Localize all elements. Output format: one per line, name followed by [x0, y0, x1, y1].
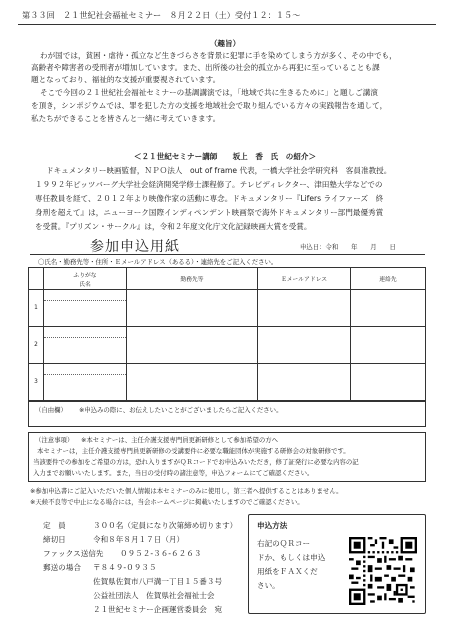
form-title: 参加申込用紙 — [90, 239, 180, 255]
registration-table — [28, 267, 426, 401]
email-cell[interactable] — [258, 327, 351, 364]
header-divider — [18, 24, 436, 25]
capacity-value: ３００名（定員になり次第締め切ります） — [93, 521, 238, 530]
purpose-p1-line2: 高齢者や障害者の受刑者が増加しています。また、出所後の社会的孤立から再犯に至っていることも課 — [31, 63, 380, 72]
lecturer-line1: ドキュメンタリー映画監督，ＮＰＯ法人 out of frame 代表，一橋大学社会学研究科 客員准教授。 — [46, 166, 392, 175]
lecturer-heading: ＜２１世紀セミナー講師 坂上 香 氏 の紹介＞ — [133, 152, 317, 161]
contact-header: 連絡先 — [351, 268, 426, 290]
name-label: 氏名 — [79, 281, 91, 288]
work-cell[interactable] — [127, 364, 258, 401]
purpose-p1-line1: わが国では，貧困・虐待・孤立など生きづらさを背景に犯罪に手を染めてしまう方が多く、その中でも， — [40, 51, 397, 60]
form-instruction: 〇氏名・勤務先等・住所・Ｅメールアドレス（あるる）・連絡先をご記入ください。 — [38, 258, 278, 266]
table-row — [29, 364, 426, 401]
contact-cell[interactable] — [351, 364, 426, 401]
name-cell[interactable] — [44, 327, 127, 364]
work-cell[interactable] — [127, 327, 258, 364]
purpose-p2-line2: を頂き，シンポジウムでは、罪を犯した方の支援を地域社会で取り組んでいる方々の実践報告を通して， — [31, 101, 388, 110]
seminar-header: 第３３回 ２１世紀社会福祉セミナー ８月２２日（土）受付１２：１５～ — [22, 10, 301, 20]
contact-cell[interactable] — [351, 327, 426, 364]
purpose-p2-line3: 私たちができることを皆さんと一緒に考えていきます。 — [31, 114, 221, 123]
work-header: 勤務先等 — [127, 268, 258, 290]
fax-label: ファックス送信先 — [43, 549, 104, 558]
table-row — [29, 327, 426, 364]
qr-code-icon[interactable] — [349, 537, 417, 605]
fax-value: ０９５２-３６-６２６３ — [120, 549, 202, 558]
table-row — [29, 290, 426, 327]
lecturer-line5: を受賞。『プリズン・サークル』は，令和２年度文化庁文化記録映画大賞を受賞。 — [35, 222, 312, 231]
application-method-box — [248, 514, 426, 614]
notes-line1: ※本セミナーは、主任介護支援専門員更新研修として参加希望の方へ — [81, 436, 279, 444]
organization-1: 公益社団法人 佐賀県社会福祉士会 — [93, 591, 215, 600]
deadline-value: 令和８年８月１７日（月） — [93, 535, 185, 544]
row-number: 1 — [29, 290, 44, 327]
notes-body-3: 入力までお願いいたします。また，当日の受付時の諸注意等，申込フォームにてご確認ください。 — [33, 469, 314, 477]
free-field-label: （自由欄） — [35, 406, 67, 414]
lecturer-line3: 専任教員を経て、２０１２年より映像作家の活動に専念。ドキュメンタリー『Lifers ライファーズ 終 — [35, 194, 384, 203]
name-header — [44, 268, 127, 290]
name-cell[interactable] — [44, 290, 127, 327]
lecturer-line2: １９９２年ピッツバーグ大学社会経済開発学修士課程修了。テレビディレクター、津田塾大学などでの — [35, 180, 383, 189]
organization-2: ２１世紀セミナー企画運営委員会 宛 — [93, 605, 223, 614]
free-field-note: ※申込みの際に、お伝えしたいことがございましたらご記入ください。 — [79, 406, 283, 414]
lecturer-line4: 身刑を超えて』は，ニューヨーク国際インディペンデント映画祭で海外ドキュメンタリー部門最優秀賞 — [35, 208, 384, 217]
application-date: 申込日：令和 年 月 日 — [300, 243, 396, 251]
furigana-field[interactable] — [44, 327, 126, 337]
email-cell[interactable] — [258, 290, 351, 327]
name-cell[interactable] — [44, 364, 127, 401]
purpose-heading: （趣旨） — [209, 39, 241, 48]
application-method-line4: さい。 — [257, 581, 280, 590]
row-number: 2 — [29, 327, 44, 364]
deadline-label: 締切日 — [43, 535, 66, 544]
application-method-line2: ドか、もしくは申込 — [257, 553, 326, 562]
name-field[interactable] — [44, 300, 126, 326]
name-field[interactable] — [44, 337, 126, 363]
application-method-line1: 右記のＱＲコー — [257, 539, 311, 548]
name-field[interactable] — [44, 374, 126, 400]
table-header-row — [29, 268, 426, 290]
notes-body-2: 当該要件での参加をご希望の方は，恐れ入りますがＱＲコードでお申込みいただき，修了証発行に必要な内容の記 — [33, 458, 359, 466]
notes-body-1: 本セミナーは，主任介護支援専門員更新研修の受講要件に必要な職能団体が実施する研修会の対象研修です。 — [37, 447, 350, 455]
row-number-header — [29, 268, 44, 290]
free-field-box[interactable] — [28, 401, 426, 427]
address: 佐賀県佐賀市八戸溝一丁目１５番３号 — [93, 577, 223, 586]
title-underline — [30, 254, 425, 255]
email-header: Ｅメールアドレス — [258, 268, 351, 290]
email-cell[interactable] — [258, 364, 351, 401]
contact-cell[interactable] — [351, 290, 426, 327]
notes-label: （注意事項） — [35, 436, 74, 444]
furigana-field[interactable] — [44, 364, 126, 374]
purpose-p2-line1: そこで今回の２１世紀社会福祉セミナーの基調講演では，「地域で共に生きるために」と題しご講演 — [40, 88, 378, 97]
furigana-label: ふりがな — [73, 272, 97, 279]
mail-label: 郵送の場合 — [43, 563, 81, 572]
work-cell[interactable] — [127, 290, 258, 327]
capacity-label: 定 員 — [43, 521, 66, 530]
row-number: 3 — [29, 364, 44, 401]
notes-box — [28, 432, 426, 482]
application-method-line3: 用紙をＦＡＸくだ — [257, 567, 318, 576]
privacy-note: ※参加申込書にご記入いただいた個人情報は本セミナーのみに使用し，第三者へ提供することはありません。 — [30, 487, 343, 495]
furigana-field[interactable] — [44, 290, 126, 300]
application-method-title: 申込方法 — [257, 521, 288, 530]
zip-code: 〒８４９-０９３５ — [93, 563, 157, 572]
weather-note: ※天候不良等で中止になる場合には，当会ホームページに掲載いたしますのでご確認ください。 — [30, 498, 304, 506]
purpose-p1-line3: 題となっており、福祉的な支援が重要視されています。 — [31, 75, 221, 84]
